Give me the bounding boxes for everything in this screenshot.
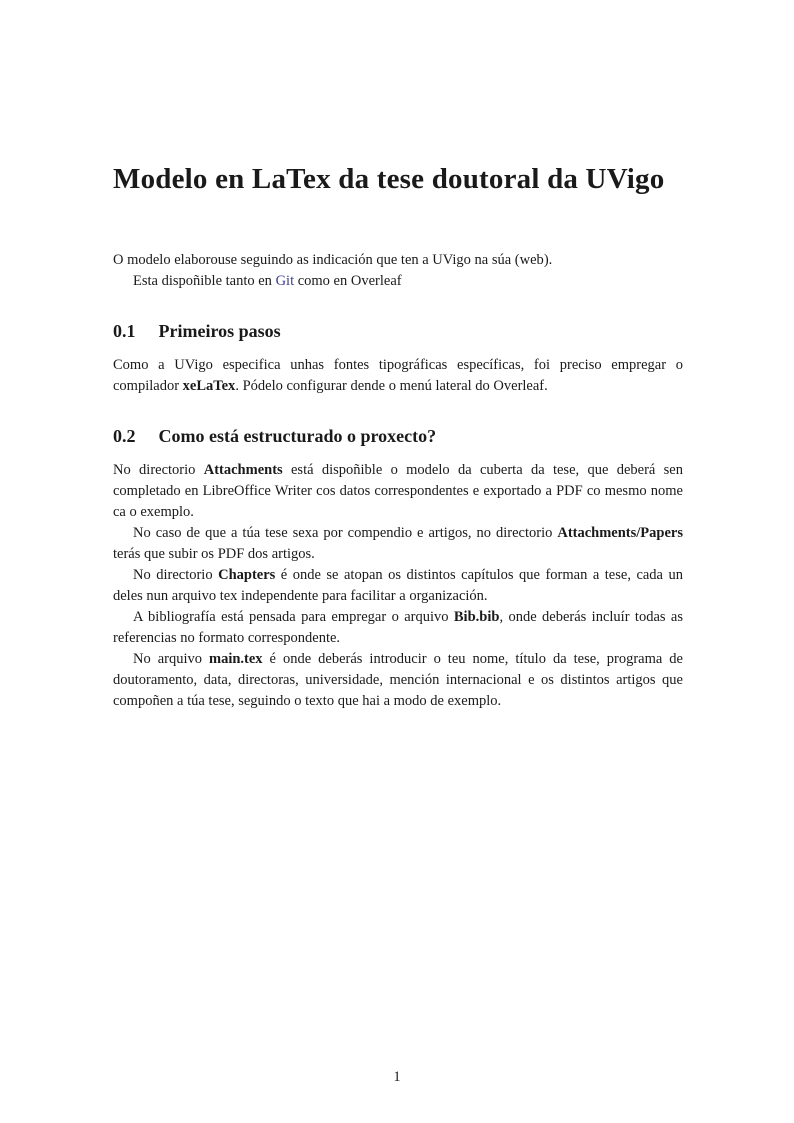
bold-xelatex: xeLaTex	[182, 378, 236, 394]
section-number: 0.2	[113, 426, 136, 446]
paragraph-text: A bibliografía está pensada para empregar o arquivo	[133, 609, 454, 625]
section-heading-estructura-proxecto	[113, 424, 683, 449]
paragraph-text: No directorio	[113, 462, 204, 478]
paragraph-text: é onde deberás introducir o teu nome, título da tese, programa de doutoramento, data, directoras, universidade, mención internacional e os distintos artigos que compoñen a túa tese, seguindo o texto que hai a modo de exemplo.	[113, 651, 683, 709]
intro-text: O modelo elaborouse seguindo as indicación que ten a UVigo na súa (	[113, 252, 520, 268]
paragraph-text: terás que subir os PDF dos artigos.	[113, 546, 315, 562]
paragraph-xelatex	[113, 355, 683, 397]
paragraph-text: está dispoñible o modelo da cuberta da tese, que deberá sen completado en LibreOffice Writer cos datos correspondentes e exportado a PDF co mesmo nome ca o exemplo.	[113, 462, 683, 520]
intro-text: ).	[543, 252, 553, 268]
section-title: Primeiros pasos	[158, 321, 281, 341]
section-number: 0.1	[113, 321, 136, 341]
paragraph-text: No directorio	[133, 567, 219, 583]
document-content	[113, 0, 683, 712]
web-link[interactable]: web	[519, 252, 544, 268]
section-heading-primeiros-pasos	[113, 319, 683, 344]
intro-text: como en Overleaf	[294, 273, 402, 289]
paragraph-text: No caso de que a túa tese sexa por compendio e artigos, no directorio	[133, 525, 558, 541]
paragraph-attachments	[113, 460, 683, 523]
bold-bibbib: Bib.bib	[453, 609, 500, 625]
paragraph-text: No arquivo	[133, 651, 209, 667]
git-link[interactable]: Git	[275, 273, 295, 289]
paragraph-text: é onde se atopan os distintos capítulos que forman a tese, cada un deles nun arquivo tex independente para facilitar a organización.	[113, 567, 683, 604]
document-title: Modelo en LaTex da tese doutoral da UVigo	[113, 163, 665, 195]
paragraph-text: Como a UVigo especifica unhas fontes tipográficas específicas, foi preciso empregar o compilador	[113, 357, 683, 394]
page-number: 1	[393, 1069, 401, 1085]
paragraph-attachments-papers	[113, 523, 683, 565]
bold-attachments-papers: Attachments/Papers	[557, 525, 683, 541]
intro-paragraph-1	[113, 250, 683, 271]
bold-attachments: Attachments	[203, 462, 283, 478]
paragraph-text: , onde deberás incluír todas as referencias no formato correspondente.	[113, 609, 683, 646]
paragraph-text: . Pódelo configurar dende o menú lateral do Overleaf.	[235, 378, 548, 394]
bold-chapters: Chapters	[218, 567, 276, 583]
paragraph-bibliografia	[113, 607, 683, 649]
bold-maintex: main.tex	[209, 651, 263, 667]
paragraph-maintex	[113, 649, 683, 712]
intro-paragraph-2	[113, 271, 683, 292]
intro-text: Esta dispoñible tanto en	[133, 273, 276, 289]
section-title: Como está estructurado o proxecto?	[158, 426, 437, 446]
paragraph-chapters	[113, 565, 683, 607]
